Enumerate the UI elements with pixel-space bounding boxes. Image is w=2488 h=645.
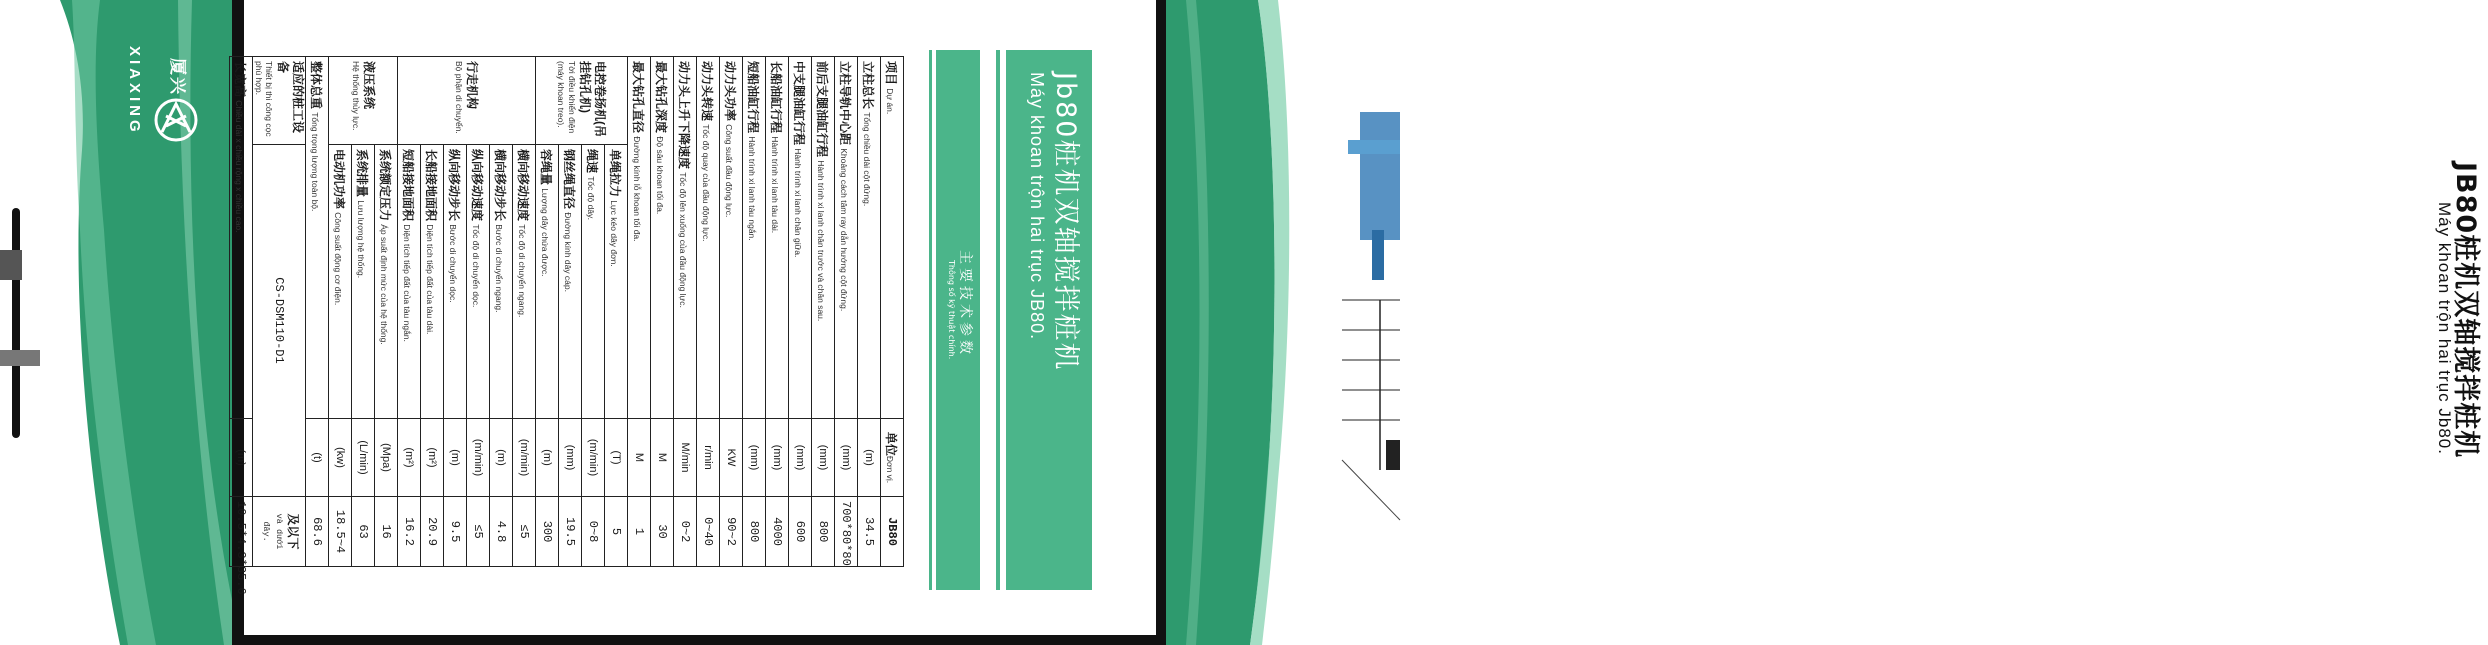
category-walking: 行走机构 Bộ phận di chuyển. <box>398 57 536 145</box>
table-row: 行走机构 Bộ phận di chuyển. 横向移动速度 Tốc độ di chuyển ngang. (m/min) ≤5 <box>513 57 536 567</box>
brand-name-cn: 厦兴 <box>168 58 187 96</box>
right-panel-artwork <box>1166 0 1400 645</box>
section-banner <box>936 50 980 590</box>
table-row: 前后支腿油缸行程 Hành trình xi lanh chân trước và chân sau. (mm) 800 <box>812 57 835 567</box>
left-drill-head <box>0 250 22 280</box>
right-frame-border <box>1156 0 1166 645</box>
table-row: 绳速 Tốc độ dây. (m/min) 0~8 <box>582 57 605 567</box>
table-header-row <box>881 57 904 567</box>
table-row: 中支腿油缸行程 Hành trình xi lanh chân giữa. (mm) 600 <box>789 57 812 567</box>
left-drill-rod <box>12 208 20 438</box>
right-green-band <box>1166 0 1274 645</box>
table-row: 动力头转速 Tốc độ quay của đầu động lực. r/min 0~40 <box>697 57 720 567</box>
left-cover-panel <box>0 0 232 645</box>
spec-sheet-content <box>233 50 1156 595</box>
category-winch: 电控卷扬机(吊挂钻孔机) Tời điều khiển điện (máy khoan treo). <box>536 57 628 145</box>
table-row: 长船接地面积 Diện tích tiếp đất của tàu dài. (m²) 20.9 <box>421 57 444 567</box>
table-row: 纵向移动步长 Bước di chuyển dọc. (m) 9.5 <box>444 57 467 567</box>
table-row: 最大钻孔深度 Độ sâu khoan tối đa. M 30 <box>651 57 674 567</box>
table-row: 立柱导轨中心距 Khoảng cách tâm ray dẫn hướng cột đứng. (mm) 700*80*80 <box>835 57 858 567</box>
page-title-vi: Máy khoan trộn hai trục JB80. <box>1027 72 1047 341</box>
header-item-cell: 项目 Dự án. <box>881 57 904 419</box>
table-row: 立柱总长 Tổng chiều dài cột đứng. (m) 34.5 <box>858 57 881 567</box>
brand-name-en: XIAXING <box>126 46 143 136</box>
table-row: 容绳量 Lượng dây chứa được. (m) 300 <box>536 57 559 567</box>
right-panel-title: JB80桩机双轴搅拌桩机 <box>2450 162 2481 459</box>
table-row: 系统排量 Lưu lượng hệ thống. (L/min) 63 <box>352 57 375 567</box>
title-underline <box>996 50 1000 590</box>
table-row: 长船油缸行程 Hành trình xi lanh tàu dài. (mm) 4000 <box>766 57 789 567</box>
page-title-cn: Jb80桩机双轴搅拌桩机 <box>1050 72 1081 372</box>
section-title-cn: 主要技术参数 <box>957 250 973 358</box>
left-drill-clamp <box>0 350 40 366</box>
table-row: 最大钻孔直径 Đường kính lỗ khoan tối đa. M 1 <box>628 57 651 567</box>
table-row: 液压系统 Hệ thống thủy lực. 系统额定压力 Áp suất định mức của hệ thống. (Mpa) 16 <box>375 57 398 567</box>
table-row: 电动机功率 Công suất động cơ điện. (kw) 18.5~4 <box>329 57 352 567</box>
section-underline <box>929 50 932 590</box>
table-row: 动力头功率 Công suất đầu động lực. KW 90~2 <box>720 57 743 567</box>
header-value-cell: JB80 <box>881 497 904 567</box>
table-row: 电控卷扬机(吊挂钻孔机) Tời điều khiển điện (máy khoan treo). 单绳拉力 Lực kéo dây đơn. (T) 5 <box>605 57 628 567</box>
table-row: 长宽高 Chiều dài x chiều rộng x chiều cao. (m) 10.5*4.3*35.6 <box>230 57 253 567</box>
table-row: 纵向移动速度 Tốc độ di chuyển dọc. (m/min) ≤5 <box>467 57 490 567</box>
spec-table <box>229 56 904 595</box>
right-panel-subtitle: Máy khoan trộn hai trục Jb80. <box>2435 202 2454 455</box>
table-row: 横向移动步长 Bước di chuyển ngang. (m) 4.8 <box>490 57 513 567</box>
left-panel-artwork <box>0 0 232 645</box>
sheet-bottom-border <box>244 635 1156 645</box>
table-row: 钢丝绳直径 Đường kính dây cáp. (mm) 19.5 <box>559 57 582 567</box>
title-banner <box>1006 50 1092 590</box>
category-hydraulic: 液压系统 Hệ thống thủy lực. <box>329 57 398 145</box>
section-title-vi: Thông số kỹ thuật chính. <box>947 260 956 360</box>
table-row: 短船油缸行程 Hành trình xi lanh tàu ngắn. (mm) 800 <box>743 57 766 567</box>
right-cover-panel <box>1166 0 2481 645</box>
table-row: 整体总重 Tổng trọng lượng toàn bộ. (t) 68.6 <box>306 57 329 567</box>
table-row: 短船接地面积 Diện tích tiếp đất của tàu ngắn. (m²) 16.2 <box>398 57 421 567</box>
table-row: 适应的桩工设备 Thiết bị thi công cọc phù hợp. CS-DSM110-D1 及以下 và dưới đây. <box>253 57 306 567</box>
table-row: 动力头上升下降速度 Tốc độ lên xuống của đầu động lực. M/min 0~2 <box>674 57 697 567</box>
header-unit-cell: 单位Đơn vị. <box>881 419 904 497</box>
machine-drawing-icon <box>1342 112 1400 520</box>
